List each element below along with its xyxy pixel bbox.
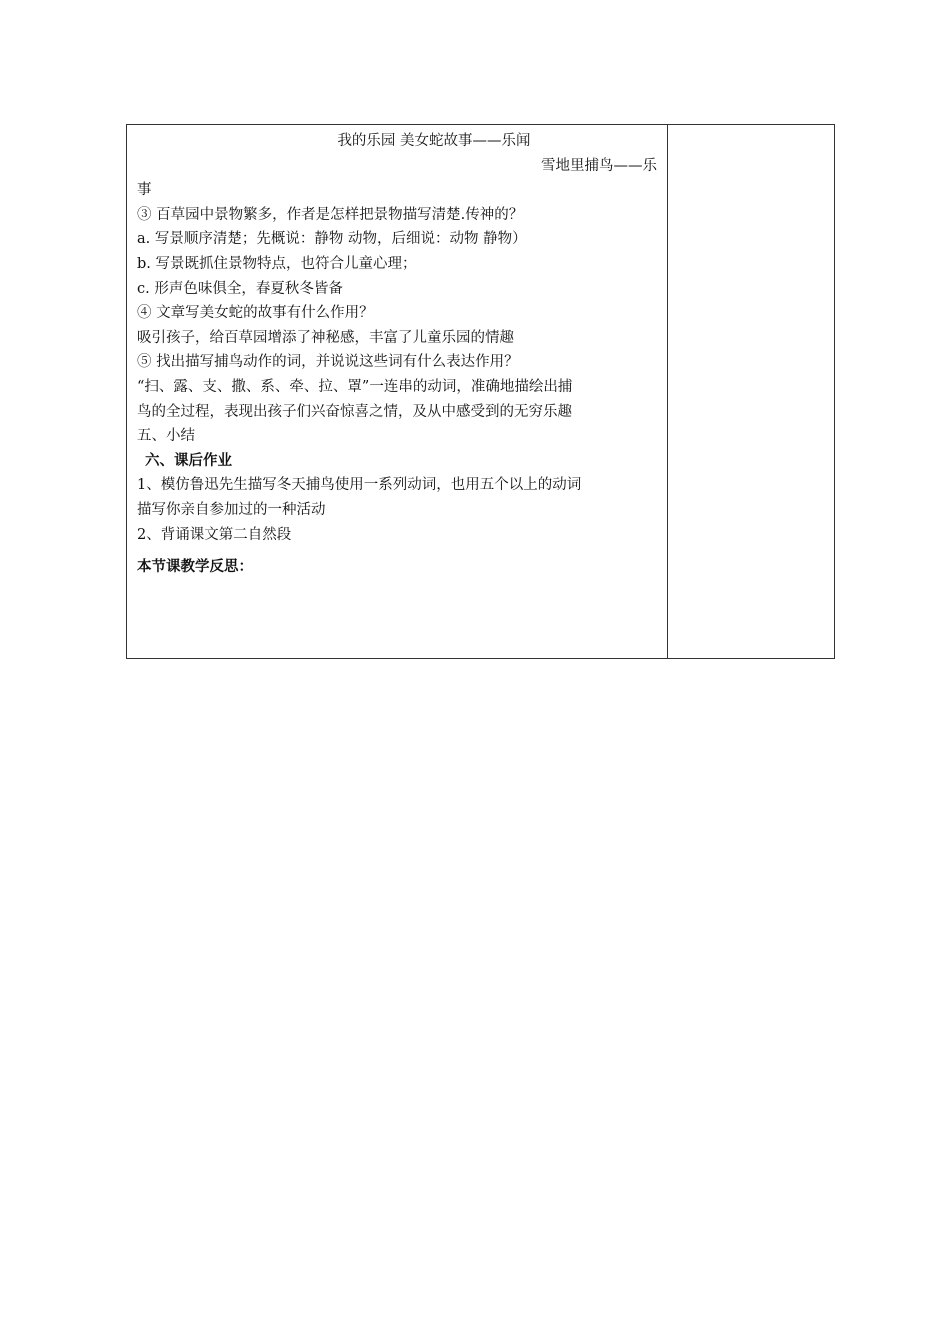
question-3: ③ 百草园中景物繁多，作者是怎样把景物描写清楚.传神的？ [137, 206, 524, 223]
lesson-table [126, 124, 835, 659]
question-4: ④ 文章写美女蛇的故事有什么作用？ [137, 305, 374, 322]
section-homework-heading: 六、课后作业 [145, 451, 232, 469]
answer-5-line: “扫、露、支、撒、系、牵、拉、罩”一连串的动词，准确地描绘出捕 [137, 378, 573, 395]
notes-column-cell [668, 125, 835, 659]
summary-header-line: 我的乐园 美女蛇故事——乐闻 [337, 133, 531, 149]
summary-header-line: 事 [137, 182, 152, 199]
lesson-content-cell [127, 125, 668, 659]
lesson-content [127, 125, 667, 580]
reflection-heading: 本节课教学反思： [137, 558, 253, 576]
homework-item-2: 2、背诵课文第二自然段 [137, 526, 292, 543]
answer-4: 吸引孩子，给百草园增添了神秘感，丰富了儿童乐园的情趣 [137, 329, 514, 346]
answer-3b: b. 写景既抓住景物特点，也符合儿童心理； [137, 255, 417, 272]
answer-3c: c. 形声色味俱全，春夏秋冬皆备 [137, 280, 343, 297]
spacer [137, 547, 659, 555]
homework-item-1-line: 描写你亲自参加过的一种活动 [137, 501, 326, 518]
section-summary-heading: 五、小结 [137, 428, 195, 445]
homework-item-1-line: 1、模仿鲁迅先生描写冬天捕鸟使用一系列动词，也用五个以上的动词 [137, 477, 582, 494]
answer-5-line: 鸟的全过程，表现出孩子们兴奋惊喜之情，及从中感受到的无穷乐趣 [137, 403, 572, 420]
question-5: ⑤ 找出描写捕鸟动作的词，并说说这些词有什么表达作用？ [137, 354, 519, 371]
summary-header-line: 雪地里捕鸟——乐 [541, 157, 657, 174]
table-row [127, 125, 835, 659]
answer-3a: a. 写景顺序清楚；先概说：静物 动物，后细说：动物 静物） [137, 231, 527, 248]
